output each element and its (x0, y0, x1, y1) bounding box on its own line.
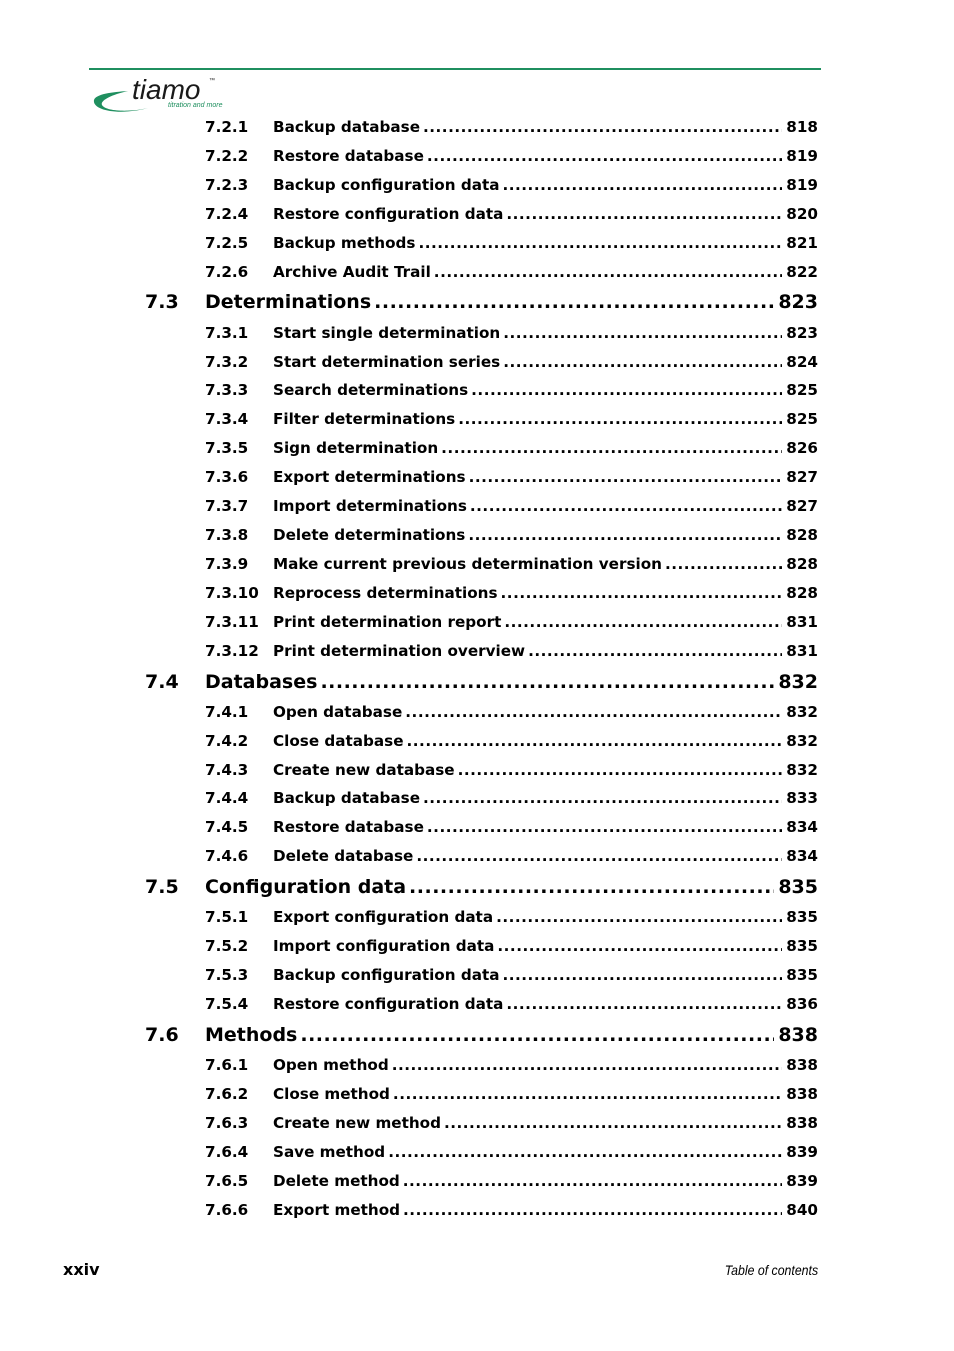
toc-dot-leader (665, 555, 782, 573)
toc-entry-body (273, 1114, 818, 1132)
toc-entry-number: 7.4.2 (205, 731, 249, 750)
toc-dot-leader (423, 789, 782, 807)
toc-entry-body (273, 555, 818, 573)
toc-entry-number: 7.3.4 (205, 410, 249, 429)
toc-entry-title: Export configuration data (273, 908, 494, 927)
toc-entry-number: 7.5.1 (205, 908, 249, 927)
toc-entry-title: Backup database (273, 789, 420, 808)
toc-entry-body (273, 818, 818, 836)
toc-entry-body (273, 497, 818, 515)
toc-entry-title: Create new database (273, 760, 455, 779)
toc-entry-title: Delete method (273, 1171, 400, 1190)
toc-entry-page: 828 (786, 583, 818, 602)
toc-entry-number: 7.4.3 (205, 760, 249, 779)
header-rule (89, 68, 821, 70)
toc-entry-number: 7.3.9 (205, 554, 249, 573)
toc-dot-leader (407, 732, 783, 750)
toc-dot-leader (506, 205, 782, 223)
toc-dot-leader (504, 613, 782, 631)
toc-dot-leader (458, 761, 783, 779)
toc-section-entry[interactable] (0, 291, 954, 323)
toc-entry-number: 7.4.5 (205, 818, 249, 837)
tiamo-logo (88, 72, 238, 122)
toc-entry-number: 7.3.6 (205, 468, 249, 487)
toc-dot-leader (320, 671, 774, 693)
toc-entry-page: 838 (786, 1056, 818, 1075)
toc-subsection-entry[interactable] (0, 324, 954, 353)
toc-dot-leader (434, 263, 783, 281)
toc-entry-number: 7.4.1 (205, 702, 249, 721)
toc-entry-page: 819 (786, 146, 818, 165)
toc-subsection-entry[interactable] (0, 1056, 954, 1085)
toc-entry-page: 824 (786, 352, 818, 371)
toc-entry-page: 827 (786, 497, 818, 516)
toc-dot-leader (409, 876, 774, 898)
toc-subsection-entry[interactable] (0, 1143, 954, 1172)
toc-dot-leader (403, 1201, 782, 1219)
toc-entry-body (273, 1085, 818, 1103)
table-of-contents (0, 118, 954, 1230)
toc-entry-title: Restore configuration data (273, 995, 504, 1014)
toc-entry-body (205, 671, 818, 693)
tiamo-logo-graphic (88, 72, 238, 122)
toc-entry-page: 835 (778, 876, 818, 899)
toc-entry-number: 7.3.12 (205, 641, 259, 660)
toc-subsection-entry[interactable] (0, 613, 954, 642)
toc-entry-title: Open database (273, 702, 403, 721)
toc-section-entry[interactable] (0, 876, 954, 908)
toc-entry-body (273, 410, 818, 428)
toc-entry-body (273, 205, 818, 223)
toc-subsection-entry[interactable] (0, 1172, 954, 1201)
toc-entry-title: Filter determinations (273, 410, 456, 429)
toc-entry-page: 838 (786, 1085, 818, 1104)
toc-entry-page: 828 (786, 554, 818, 573)
toc-entry-title: Restore database (273, 146, 424, 165)
toc-entry-page: 822 (786, 262, 818, 281)
toc-subsection-entry[interactable] (0, 818, 954, 847)
toc-dot-leader (374, 291, 774, 313)
toc-entry-number: 7.3.7 (205, 497, 249, 516)
toc-entry-title: Determinations (205, 291, 372, 314)
toc-entry-title: Open method (273, 1056, 389, 1075)
toc-entry-body (273, 176, 818, 194)
toc-entry-number: 7.3.11 (205, 612, 259, 631)
toc-subsection-entry[interactable] (0, 381, 954, 410)
toc-entry-title: Archive Audit Trail (273, 262, 431, 281)
logo-trademark: ™ (209, 78, 215, 84)
toc-entry-page: 832 (786, 702, 818, 721)
toc-entry-page: 832 (786, 760, 818, 779)
toc-entry-number: 7.2.5 (205, 233, 249, 252)
toc-entry-number: 7.4 (145, 670, 179, 693)
toc-dot-leader (503, 324, 782, 342)
toc-subsection-entry[interactable] (0, 468, 954, 497)
toc-entry-body (273, 613, 818, 631)
toc-entry-number: 7.3 (145, 291, 179, 314)
toc-dot-leader (458, 410, 782, 428)
toc-entry-page: 840 (786, 1200, 818, 1219)
toc-entry-title: Export determinations (273, 468, 466, 487)
toc-entry-title: Close database (273, 731, 404, 750)
toc-entry-title: Methods (205, 1023, 298, 1046)
toc-entry-body (273, 381, 818, 399)
toc-dot-leader (503, 353, 782, 371)
toc-entry-title: Backup database (273, 118, 420, 136)
toc-entry-body (273, 439, 818, 457)
toc-entry-page: 820 (786, 204, 818, 223)
toc-entry-page: 818 (786, 118, 818, 136)
toc-subsection-entry[interactable] (0, 1085, 954, 1114)
toc-entry-page: 839 (786, 1171, 818, 1190)
toc-subsection-entry[interactable] (0, 642, 954, 671)
toc-entry-body (273, 995, 818, 1013)
toc-entry-body (205, 1024, 818, 1046)
toc-subsection-entry[interactable] (0, 732, 954, 761)
toc-dot-leader (388, 1143, 782, 1161)
toc-entry-title: Export method (273, 1200, 401, 1219)
toc-dot-leader (470, 497, 782, 515)
toc-entry-page: 834 (786, 818, 818, 837)
toc-entry-body (273, 118, 818, 136)
toc-subsection-entry[interactable] (0, 118, 954, 147)
toc-dot-leader (403, 1172, 783, 1190)
toc-entry-body (273, 1201, 818, 1219)
toc-entry-number: 7.2.4 (205, 204, 249, 223)
toc-entry-title: Create new method (273, 1113, 441, 1132)
toc-entry-number: 7.3.8 (205, 525, 249, 544)
toc-entry-body (273, 789, 818, 807)
toc-entry-body (273, 703, 818, 721)
footer-section-title: Table of contents (724, 1262, 818, 1278)
toc-entry-number: 7.3.2 (205, 352, 249, 371)
toc-entry-page: 835 (786, 908, 818, 927)
toc-entry-number: 7.3.3 (205, 381, 249, 400)
toc-subsection-entry[interactable] (0, 555, 954, 584)
toc-subsection-entry[interactable] (0, 995, 954, 1024)
toc-entry-title: Make current previous determination version (273, 554, 662, 573)
toc-entry-page: 831 (786, 641, 818, 660)
toc-entry-page: 832 (778, 670, 818, 693)
toc-entry-number: 7.6.4 (205, 1142, 249, 1161)
toc-section-entry[interactable] (0, 671, 954, 703)
toc-entry-page: 825 (786, 410, 818, 429)
toc-entry-title: Delete database (273, 847, 414, 866)
toc-entry-body (273, 732, 818, 750)
toc-entry-title: Restore database (273, 818, 424, 837)
toc-subsection-entry[interactable] (0, 497, 954, 526)
toc-entry-number: 7.5 (145, 876, 179, 899)
toc-dot-leader (444, 1114, 782, 1132)
toc-entry-number: 7.2.1 (205, 118, 249, 136)
toc-subsection-entry[interactable] (0, 1114, 954, 1143)
toc-entry-body (273, 526, 818, 544)
toc-entry-page: 819 (786, 175, 818, 194)
toc-entry-body (273, 147, 818, 165)
toc-dot-leader (496, 908, 782, 926)
toc-entry-page: 823 (778, 291, 818, 314)
toc-entry-title: Configuration data (205, 876, 407, 899)
toc-entry-title: Databases (205, 670, 318, 693)
toc-entry-title: Print determination report (273, 612, 502, 631)
toc-subsection-entry[interactable] (0, 205, 954, 234)
toc-entry-number: 7.2.2 (205, 146, 249, 165)
toc-entry-number: 7.6.6 (205, 1200, 249, 1219)
toc-entry-body (273, 468, 818, 486)
toc-entry-page: 836 (786, 995, 818, 1014)
toc-dot-leader (423, 118, 782, 136)
toc-subsection-entry[interactable] (0, 703, 954, 732)
toc-dot-leader (528, 642, 782, 660)
toc-dot-leader (502, 176, 782, 194)
toc-entry-page: 839 (786, 1142, 818, 1161)
toc-entry-body (205, 876, 818, 898)
toc-entry-page: 825 (786, 381, 818, 400)
toc-section-entry[interactable] (0, 1024, 954, 1056)
toc-subsection-entry[interactable] (0, 263, 954, 292)
toc-entry-page: 833 (786, 789, 818, 808)
toc-subsection-entry[interactable] (0, 526, 954, 555)
toc-entry-body (273, 234, 818, 252)
toc-entry-number: 7.3.5 (205, 439, 249, 458)
toc-subsection-entry[interactable] (0, 353, 954, 382)
toc-entry-title: Sign determination (273, 439, 439, 458)
toc-entry-number: 7.3.1 (205, 323, 249, 342)
toc-entry-number: 7.6.3 (205, 1113, 249, 1132)
toc-entry-title: Reprocess determinations (273, 583, 498, 602)
toc-entry-page: 831 (786, 612, 818, 631)
toc-entry-body (273, 966, 818, 984)
toc-subsection-entry[interactable] (0, 908, 954, 937)
toc-entry-number: 7.5.2 (205, 937, 249, 956)
toc-entry-page: 834 (786, 847, 818, 866)
toc-dot-leader (392, 1056, 783, 1074)
toc-dot-leader (471, 381, 782, 399)
toc-entry-title: Print determination overview (273, 641, 526, 660)
toc-entry-number: 7.6 (145, 1023, 179, 1046)
toc-entry-title: Restore configuration data (273, 204, 504, 223)
toc-entry-body (273, 847, 818, 865)
toc-entry-number: 7.6.2 (205, 1085, 249, 1104)
toc-entry-page: 827 (786, 468, 818, 487)
toc-subsection-entry[interactable] (0, 234, 954, 263)
toc-entry-title: Close method (273, 1085, 390, 1104)
toc-dot-leader (427, 147, 782, 165)
toc-dot-leader (468, 526, 782, 544)
toc-entry-body (273, 937, 818, 955)
toc-entry-body (273, 263, 818, 281)
toc-entry-number: 7.3.10 (205, 583, 259, 602)
toc-subsection-entry[interactable] (0, 410, 954, 439)
toc-dot-leader (469, 468, 783, 486)
toc-entry-title: Start determination series (273, 352, 501, 371)
footer-page-number: xxiv (63, 1260, 100, 1279)
toc-entry-page: 832 (786, 731, 818, 750)
toc-dot-leader (405, 703, 782, 721)
toc-dot-leader (393, 1085, 782, 1103)
toc-dot-leader (497, 937, 782, 955)
toc-entry-title: Backup configuration data (273, 175, 500, 194)
toc-entry-title: Import configuration data (273, 937, 495, 956)
logo-wordmark: tiamo (132, 74, 201, 105)
toc-dot-leader (427, 818, 782, 836)
toc-entry-number: 7.6.1 (205, 1056, 249, 1075)
toc-subsection-entry[interactable] (0, 789, 954, 818)
toc-entry-title: Delete determinations (273, 525, 466, 544)
toc-entry-number: 7.4.4 (205, 789, 249, 808)
toc-entry-body (273, 642, 818, 660)
toc-entry-number: 7.2.3 (205, 175, 249, 194)
toc-subsection-entry[interactable] (0, 1201, 954, 1230)
toc-subsection-entry[interactable] (0, 439, 954, 468)
toc-entry-page: 828 (786, 525, 818, 544)
toc-subsection-entry[interactable] (0, 761, 954, 790)
toc-entry-body (273, 1056, 818, 1074)
toc-entry-title: Import determinations (273, 497, 467, 516)
toc-entry-page: 835 (786, 966, 818, 985)
toc-entry-title: Start single determination (273, 323, 501, 342)
toc-entry-body (273, 908, 818, 926)
toc-entry-page: 835 (786, 937, 818, 956)
toc-entry-body (273, 1172, 818, 1190)
toc-dot-leader (506, 995, 782, 1013)
toc-entry-title: Search determinations (273, 381, 469, 400)
toc-subsection-entry[interactable] (0, 966, 954, 995)
toc-dot-leader (418, 234, 782, 252)
toc-entry-body (273, 353, 818, 371)
toc-subsection-entry[interactable] (0, 937, 954, 966)
toc-entry-title: Backup configuration data (273, 966, 500, 985)
toc-entry-page: 821 (786, 233, 818, 252)
toc-entry-body (273, 761, 818, 779)
toc-entry-page: 838 (778, 1023, 818, 1046)
toc-dot-leader (502, 966, 782, 984)
toc-entry-page: 838 (786, 1113, 818, 1132)
toc-entry-page: 826 (786, 439, 818, 458)
toc-dot-leader (441, 439, 782, 457)
toc-entry-body (273, 324, 818, 342)
toc-dot-leader (501, 584, 783, 602)
toc-entry-number: 7.5.4 (205, 995, 249, 1014)
logo-tagline: titration and more (168, 102, 223, 109)
toc-entry-body (273, 584, 818, 602)
toc-entry-number: 7.6.5 (205, 1171, 249, 1190)
toc-entry-number: 7.4.6 (205, 847, 249, 866)
toc-entry-title: Save method (273, 1142, 386, 1161)
toc-subsection-entry[interactable] (0, 176, 954, 205)
toc-dot-leader (416, 847, 782, 865)
toc-subsection-entry[interactable] (0, 584, 954, 613)
toc-entry-body (205, 291, 818, 313)
toc-entry-page: 823 (786, 323, 818, 342)
toc-subsection-entry[interactable] (0, 847, 954, 876)
toc-subsection-entry[interactable] (0, 147, 954, 176)
toc-dot-leader (300, 1024, 774, 1046)
toc-entry-number: 7.5.3 (205, 966, 249, 985)
toc-entry-body (273, 1143, 818, 1161)
toc-entry-title: Backup methods (273, 233, 416, 252)
toc-entry-number: 7.2.6 (205, 262, 249, 281)
